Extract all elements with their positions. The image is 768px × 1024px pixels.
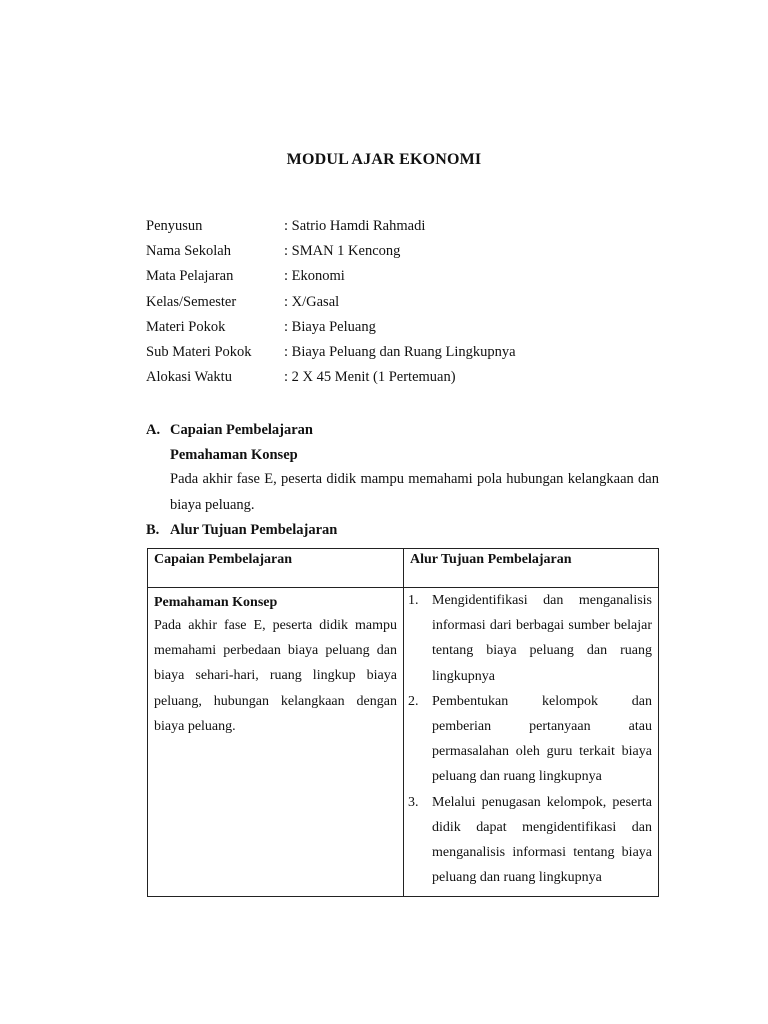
list-number: 3. <box>408 794 419 810</box>
section-letter: A. <box>146 422 161 438</box>
learning-objectives-table <box>147 548 659 897</box>
list-number: 2. <box>408 693 419 709</box>
info-value: : Ekonomi <box>284 268 345 285</box>
info-value: : 2 X 45 Menit (1 Pertemuan) <box>284 369 456 386</box>
info-value: : X/Gasal <box>284 293 340 310</box>
objectives-list <box>408 588 652 890</box>
section-paragraph: Pada akhir fase E, peserta didik mampu memahami pola hubungan kelangkaan dan biaya peluang. <box>170 471 659 513</box>
info-row-materi-pokok <box>146 318 516 343</box>
list-item-text: Mengidentifikasi dan menganalisis informasi dari berbagai sumber belajar tentang biaya peluang dan ruang lingkupnya <box>432 593 652 684</box>
info-row-sub-materi-pokok <box>146 343 516 368</box>
document-title: MODUL AJAR EKONOMI <box>286 151 482 168</box>
list-item <box>408 588 652 689</box>
table-row <box>148 588 659 897</box>
list-item-text: Pembentukan kelompok dan pemberian pertanyaan atau permasalahan oleh guru terkait biaya peluang dan ruang lingkupnya <box>432 693 652 785</box>
section-capaian-pembelajaran <box>146 421 659 518</box>
table-header-cell: Capaian Pembelajaran <box>148 549 404 588</box>
identity-block <box>146 217 516 393</box>
info-label: Penyusun <box>146 218 203 234</box>
table-header-cell: Alur Tujuan Pembelajaran <box>404 549 659 588</box>
subsection-heading: Pemahaman Konsep <box>170 447 298 463</box>
cell-heading: Pemahaman Konsep <box>154 595 278 610</box>
list-item-text: Melalui penugasan kelompok, peserta didik dapat mengidentifikasi dan menganalisis informasi tentang biaya peluang dan ruang lingkupnya <box>432 794 652 886</box>
info-value: : SMAN 1 Kencong <box>284 243 401 260</box>
list-item <box>408 689 652 790</box>
info-label: Alokasi Waktu <box>146 369 232 386</box>
info-label: Kelas/Semester <box>146 293 237 310</box>
info-row-penyusun <box>146 217 516 242</box>
section-letter: B. <box>146 522 160 538</box>
info-value: : Biaya Peluang dan Ruang Lingkupnya <box>284 343 516 360</box>
table-cell-capaian <box>148 588 404 897</box>
info-value: : Satrio Hamdi Rahmadi <box>284 218 426 234</box>
info-label: Nama Sekolah <box>146 243 231 260</box>
section-title: Capaian Pembelajaran <box>170 422 313 438</box>
info-row-mata-pelajaran <box>146 267 516 292</box>
list-item <box>408 790 652 891</box>
table-header-row <box>148 549 659 588</box>
info-value: : Biaya Peluang <box>284 318 376 335</box>
table-cell-alur <box>404 588 659 897</box>
info-label: Sub Materi Pokok <box>146 343 252 360</box>
section-alur-tujuan <box>146 521 337 546</box>
list-number: 1. <box>408 593 419 608</box>
info-label: Materi Pokok <box>146 318 226 335</box>
section-heading <box>146 421 659 446</box>
info-label: Mata Pelajaran <box>146 268 234 285</box>
info-row-alokasi-waktu <box>146 368 516 393</box>
info-row-nama-sekolah <box>146 242 516 267</box>
cell-text: Pada akhir fase E, peserta didik mampu memahami perbedaan biaya peluang dan biaya sehari-hari, ruang lingkup biaya peluang, hubungan kelangkaan dengan biaya peluang. <box>154 618 397 734</box>
section-title: Alur Tujuan Pembelajaran <box>170 522 338 538</box>
section-heading <box>146 521 337 546</box>
info-row-kelas-semester <box>146 293 516 318</box>
